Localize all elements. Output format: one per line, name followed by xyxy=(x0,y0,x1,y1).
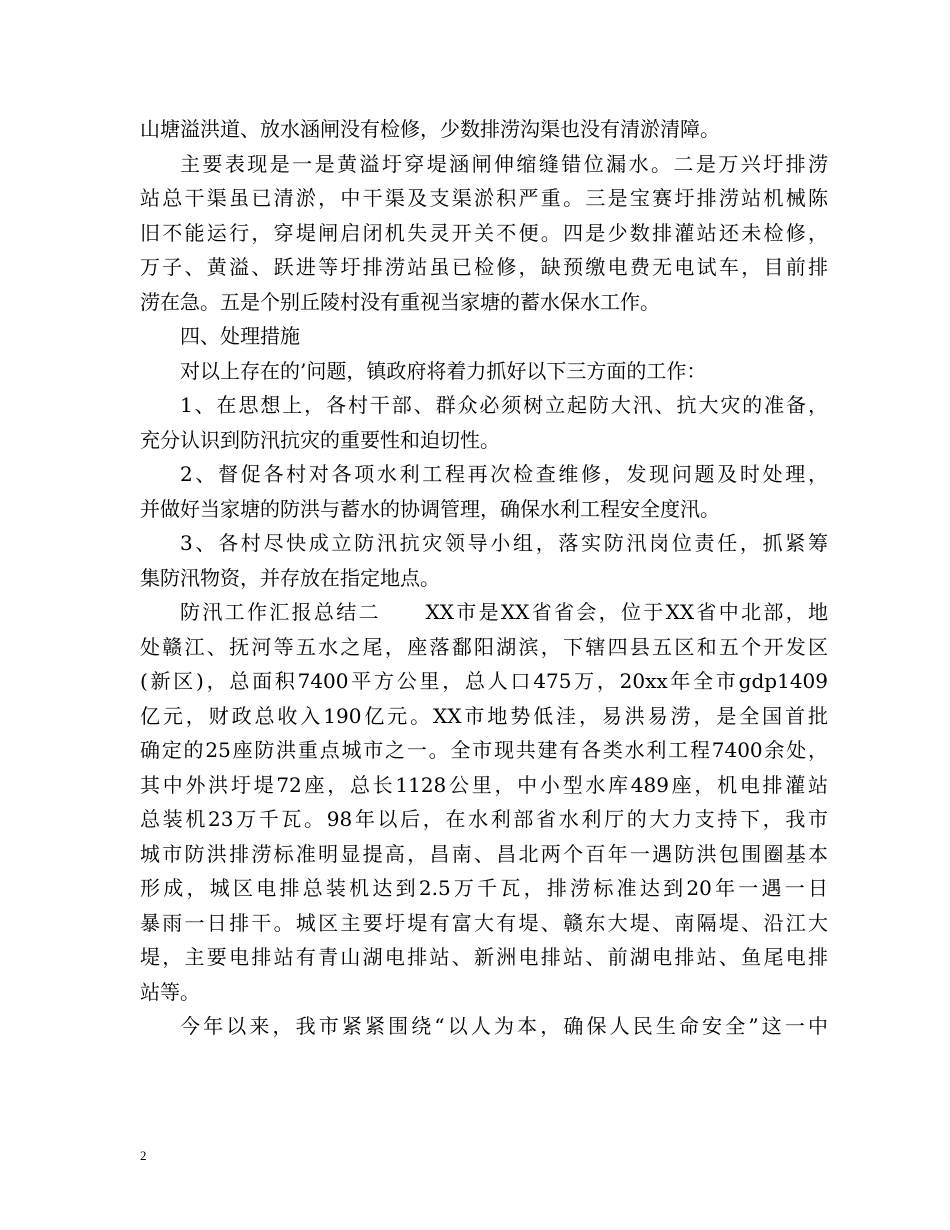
text-line: 亿元，财政总收入190亿元。XX市地势低洼，易洪易涝，是全国首批 xyxy=(140,703,828,728)
text-line: 主要表现是一是黄溢圩穿堤涵闸伸缩缝错位漏水。二是万兴圩排涝 xyxy=(180,151,828,176)
text-line: 形成，城区电排总装机达到2.5万千瓦，排涝标准达到20年一遇一日 xyxy=(140,876,828,900)
text-line: 总装机23万千瓦。98年以后，在水利部省水利厅的大力支持下，我市 xyxy=(140,807,828,831)
text-line: 涝在急。五是个别丘陵村没有重视当家塘的蓄水保水工作。 xyxy=(140,289,660,314)
text-line: 充分认识到防汛抗灾的重要性和迫切性。 xyxy=(140,427,500,452)
text-line: 对以上存在的’问题，镇政府将着力抓好以下三方面的工作： xyxy=(180,358,707,383)
paragraph-measures-intro xyxy=(140,354,828,389)
text-line: 处赣江、抚河等五水之尾，座落鄱阳湖滨，下辖四县五区和五个开发区 xyxy=(140,634,828,659)
section-heading-measures xyxy=(140,319,828,354)
measure-item-2 xyxy=(140,457,828,526)
text-line: 今年以来，我市紧紧围绕“以人为本，确保人民生命安全”这一中 xyxy=(180,1014,828,1038)
text-line: 其中外洪圩堤72座，总长1128公里，中小型水库489座，机电排灌站 xyxy=(140,772,828,797)
text-line: 暴雨一日排干。城区主要圩堤有富大有堤、赣东大堤、南隔堤、沿江大 xyxy=(140,910,828,935)
text-line: 并做好当家塘的防洪与蓄水的协调管理，确保水利工程安全度汛。 xyxy=(140,496,720,521)
text-line: 3、各村尽快成立防汛抗灾领导小组，落实防汛岗位责任，抓紧筹 xyxy=(180,531,828,555)
text-line: 防汛工作汇报总结二 XX市是XX省省会，位于XX省中北部，地 xyxy=(180,600,828,624)
text-line: 2、督促各村对各项水利工程再次检查维修，发现问题及时处理， xyxy=(180,462,828,486)
measure-item-1 xyxy=(140,388,828,457)
text-line: 堤，主要电排站有青山湖电排站、新洲电排站、前湖电排站、鱼尾电排 xyxy=(140,945,828,969)
paragraph-main-problems xyxy=(140,147,828,320)
text-line: (新区)，总面积7400平方公里，总人口475万，20xx年全市gdp1409 xyxy=(140,669,828,693)
paragraph-report-two xyxy=(140,595,828,1009)
text-line: 确定的25座防洪重点城市之一。全市现共建有各类水利工程7400余处， xyxy=(140,738,828,762)
text-line: 集防汛物资，并存放在指定地点。 xyxy=(140,565,440,590)
text-line: 旧不能运行，穿堤闸启闭机失灵开关不便。四是少数排灌站还未检修， xyxy=(140,220,828,245)
text-line: 站总干渠虽已清淤，中干渠及支渠淤积严重。三是宝赛圩排涝站机械陈 xyxy=(140,186,828,210)
measure-item-3 xyxy=(140,526,828,595)
text-line: 站等。 xyxy=(140,979,200,1004)
paragraph-continuation xyxy=(140,112,828,147)
page-number: 2 xyxy=(140,1148,147,1163)
document-body xyxy=(140,112,828,1044)
text-line: 1、在思想上，各村干部、群众必须树立起防大汛、抗大灾的准备， xyxy=(180,393,828,417)
text-line: 山塘溢洪道、放水涵闸没有检修，少数排涝沟渠也没有清淤清障。 xyxy=(140,117,720,141)
text-line: 万子、黄溢、跃进等圩排涝站虽已检修，缺预缴电费无电试车，目前排 xyxy=(140,255,828,279)
text-line: 城市防洪排涝标准明显提高，昌南、昌北两个百年一遇防洪包围圈基本 xyxy=(140,841,828,866)
section-heading: 四、处理措施 xyxy=(180,324,300,348)
paragraph-this-year xyxy=(140,1009,828,1044)
